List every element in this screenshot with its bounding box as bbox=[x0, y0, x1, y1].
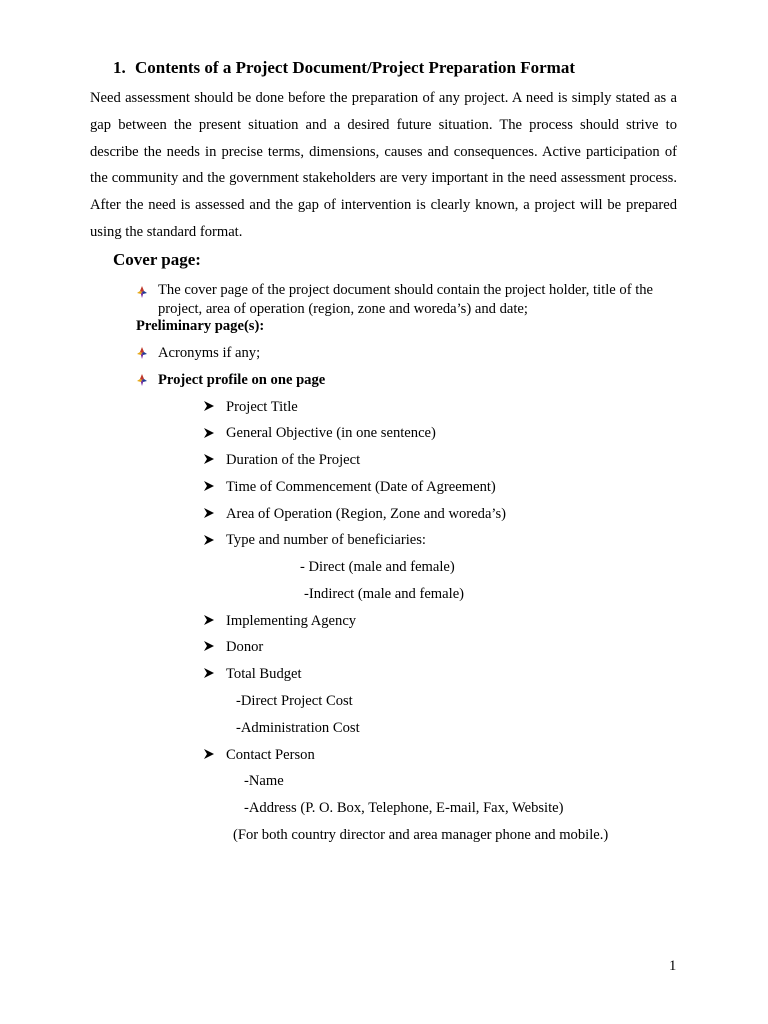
page-number: 1 bbox=[669, 958, 677, 974]
profile-item: Project Title bbox=[226, 399, 298, 415]
budget-admin-cost: -Administration Cost bbox=[236, 720, 360, 736]
profile-item: General Objective (in one sentence) bbox=[226, 425, 436, 441]
arrow-bullet-icon bbox=[203, 667, 215, 679]
profile-item: Total Budget bbox=[226, 666, 302, 682]
arrow-bullet-icon bbox=[203, 534, 215, 546]
arrow-bullet-icon bbox=[203, 507, 215, 519]
contact-address: -Address (P. O. Box, Telephone, E-mail, Fax, Website) bbox=[244, 800, 564, 816]
profile-item: Contact Person bbox=[226, 747, 315, 763]
profile-item: Implementing Agency bbox=[226, 613, 357, 629]
arrow-bullet-icon bbox=[203, 480, 215, 492]
diamond-bullet-icon bbox=[136, 346, 148, 360]
arrow-bullet-icon bbox=[203, 640, 215, 652]
contact-name: -Name bbox=[244, 773, 284, 789]
profile-item: Type and number of beneficiaries: bbox=[226, 532, 426, 548]
section-title: Contents of a Project Document/Project Preparation Format bbox=[135, 58, 575, 77]
preliminary-heading: Preliminary page(s): bbox=[136, 318, 265, 334]
profile-item: Donor bbox=[226, 639, 264, 655]
profile-item: Time of Commencement (Date of Agreement) bbox=[226, 479, 496, 495]
arrow-bullet-icon bbox=[203, 400, 215, 412]
diamond-bullet-icon bbox=[136, 373, 148, 387]
arrow-bullet-icon bbox=[203, 614, 215, 626]
cover-page-heading: Cover page: bbox=[113, 250, 201, 269]
profile-item: Area of Operation (Region, Zone and woreda’s) bbox=[226, 506, 507, 522]
project-profile-heading: Project profile on one page bbox=[158, 372, 326, 388]
section-number: 1. bbox=[113, 58, 126, 77]
arrow-bullet-icon bbox=[203, 748, 215, 760]
section-heading bbox=[113, 58, 575, 78]
cover-page-item: The cover page of the project document should contain the project holder, title of the project, area of operation (region, zone and woreda’s) and date; bbox=[158, 282, 654, 317]
acronyms-item: Acronyms if any; bbox=[158, 345, 261, 361]
budget-direct-cost: -Direct Project Cost bbox=[236, 693, 353, 709]
diamond-bullet-icon bbox=[136, 285, 148, 299]
intro-paragraph: Need assessment should be done before the preparation of any project. A need is simply stated as a gap between the present situation and a desired future situation. The process should strive to describe the needs in precise terms, dimensions, causes and consequences. Active participation of the community and the government stakeholders are very important in the need assessment process. After the need is assessed and the gap of intervention is clearly known, a project will be prepared using the standard format. bbox=[90, 90, 677, 240]
arrow-bullet-icon bbox=[203, 453, 215, 465]
beneficiaries-direct: - Direct (male and female) bbox=[300, 559, 455, 575]
profile-item: Duration of the Project bbox=[226, 452, 361, 468]
beneficiaries-indirect: -Indirect (male and female) bbox=[304, 586, 465, 602]
contact-note: (For both country director and area manager phone and mobile.) bbox=[233, 827, 609, 843]
arrow-bullet-icon bbox=[203, 427, 215, 439]
